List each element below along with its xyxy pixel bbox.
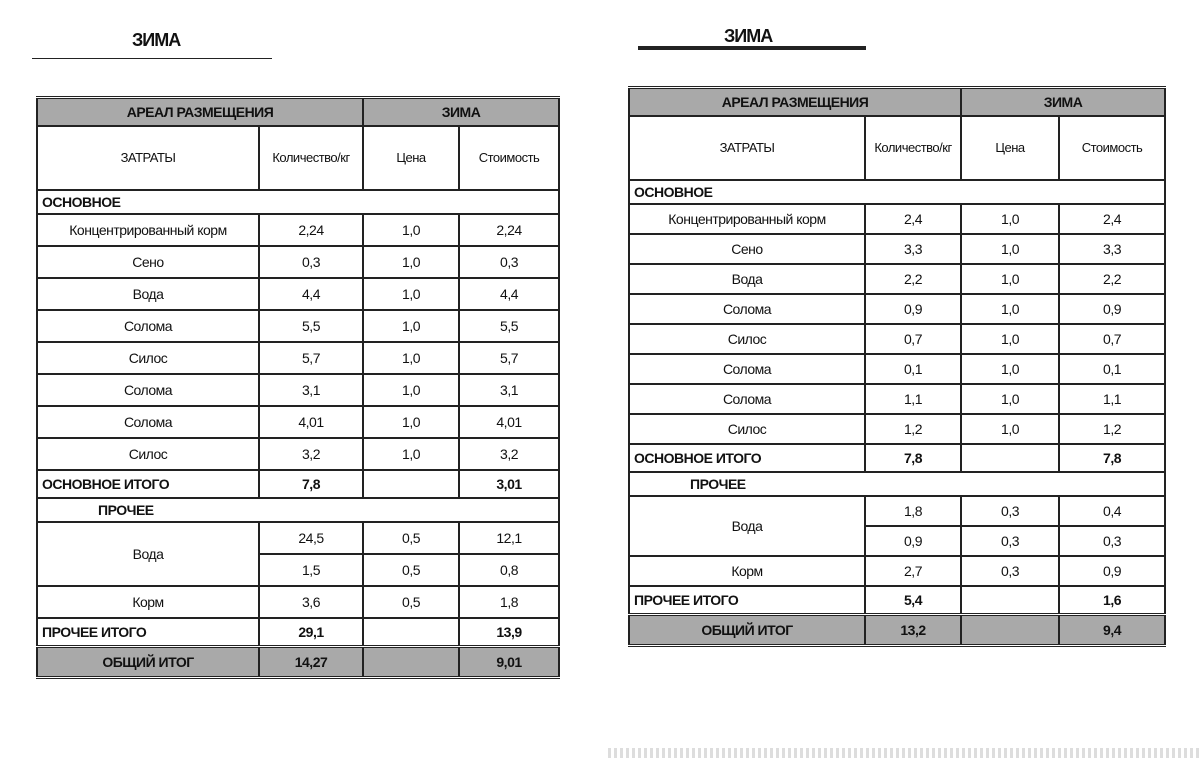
header-band [37,98,559,127]
row-name: Солома [629,354,865,384]
subtotal-row [629,444,1165,472]
subtotal-row [37,470,559,498]
row-b: 1,0 [961,264,1059,294]
row-a: 1,8 [865,496,961,526]
row-a: 3,1 [259,374,363,406]
table-row [37,522,559,554]
row-name: Силос [37,342,259,374]
row-name: Корм [629,556,865,586]
right-title: ЗИМА [724,26,773,46]
row-name: Солома [37,310,259,342]
subtotal-a: 7,8 [865,444,961,472]
grand-total-row [629,615,1165,646]
row-name: Сено [37,246,259,278]
table-row [37,310,559,342]
band-section: АРЕАЛ РАЗМЕЩЕНИЯ [37,98,363,127]
row-b: 0,5 [363,522,459,554]
row-name: Вода [629,264,865,294]
row-name: Силос [37,438,259,470]
row-b: 1,0 [363,278,459,310]
row-name: Солома [629,384,865,414]
table-row [629,294,1165,324]
row-c: 0,8 [459,554,559,586]
subtotal-label: ОСНОВНОЕ ИТОГО [629,444,865,472]
row-c: 1,2 [1059,414,1165,444]
row-name: Вода [37,278,259,310]
grand-total-a: 14,27 [259,647,363,678]
left-title: ЗИМА [132,30,181,50]
subtotal-a: 7,8 [259,470,363,498]
row-a: 4,4 [259,278,363,310]
row-a: 0,1 [865,354,961,384]
bottom-edge-stripe [608,748,1200,758]
column-headers [629,116,1165,180]
table-row [629,324,1165,354]
col-b-header: Цена [961,116,1059,180]
grand-total-row [37,647,559,678]
col-name-header: ЗАТРАТЫ [37,126,259,190]
row-c: 3,3 [1059,234,1165,264]
row-name: Сено [629,234,865,264]
subtotal-c: 13,9 [459,618,559,647]
row-b: 1,0 [363,438,459,470]
right-table [628,86,1166,647]
row-name: Силос [629,414,865,444]
row-a: 3,6 [259,586,363,618]
table-row [37,586,559,618]
row-a: 2,7 [865,556,961,586]
table-row [37,374,559,406]
grand-total-a: 13,2 [865,615,961,646]
table-row [629,354,1165,384]
col-c-header: Стоимость [1059,116,1165,180]
row-a: 0,3 [259,246,363,278]
section-heading: ОСНОВНОЕ [37,190,559,214]
row-b: 1,0 [363,342,459,374]
table-row [629,414,1165,444]
row-b: 1,0 [363,310,459,342]
table-row [629,496,1165,526]
row-name: Солома [629,294,865,324]
row-c: 1,1 [1059,384,1165,414]
row-c: 12,1 [459,522,559,554]
column-headers [37,126,559,190]
row-a: 4,01 [259,406,363,438]
row-c: 0,1 [1059,354,1165,384]
row-name: Вода [629,496,865,556]
header-band [629,88,1165,117]
row-c: 5,7 [459,342,559,374]
row-c: 0,3 [459,246,559,278]
grand-total-c: 9,4 [1059,615,1165,646]
row-b: 1,0 [363,406,459,438]
row-name: Солома [37,374,259,406]
col-name-header: ЗАТРАТЫ [629,116,865,180]
row-a: 1,1 [865,384,961,414]
table-row [629,556,1165,586]
subtotal-label: ПРОЧЕЕ ИТОГО [37,618,259,647]
row-a: 0,9 [865,294,961,324]
row-a: 3,2 [259,438,363,470]
table-row [37,438,559,470]
row-b: 1,0 [363,214,459,246]
subtotal-c: 7,8 [1059,444,1165,472]
row-c: 0,9 [1059,556,1165,586]
table-row [629,384,1165,414]
subtotal-a: 29,1 [259,618,363,647]
row-b: 0,5 [363,586,459,618]
row-a: 0,7 [865,324,961,354]
grand-total-c: 9,01 [459,647,559,678]
row-a: 1,5 [259,554,363,586]
subtotal-label: ОСНОВНОЕ ИТОГО [37,470,259,498]
left-table [36,96,560,679]
col-c-header: Стоимость [459,126,559,190]
row-b: 1,0 [961,354,1059,384]
row-c: 3,2 [459,438,559,470]
grand-total-label: ОБЩИЙ ИТОГ [37,647,259,678]
row-c: 2,2 [1059,264,1165,294]
row-name: Вода [37,522,259,586]
row-b: 1,0 [961,234,1059,264]
section-heading: ПРОЧЕЕ [37,498,559,522]
row-a: 2,24 [259,214,363,246]
col-a-header: Количество/кг [259,126,363,190]
subtotal-row [629,586,1165,615]
row-name: Солома [37,406,259,438]
table-row [629,234,1165,264]
left-title-rule [32,58,272,59]
row-a: 3,3 [865,234,961,264]
table-row [37,278,559,310]
row-b: 1,0 [961,294,1059,324]
row-b: 0,3 [961,526,1059,556]
subtotal-c: 1,6 [1059,586,1165,615]
band-season: ЗИМА [961,88,1165,117]
row-c: 0,9 [1059,294,1165,324]
row-a: 1,2 [865,414,961,444]
table-row [629,264,1165,294]
row-name: Корм [37,586,259,618]
subtotal-label: ПРОЧЕЕ ИТОГО [629,586,865,615]
row-c: 3,1 [459,374,559,406]
row-b: 1,0 [961,324,1059,354]
band-section: АРЕАЛ РАЗМЕЩЕНИЯ [629,88,961,117]
grand-total-label: ОБЩИЙ ИТОГ [629,615,865,646]
row-a: 0,9 [865,526,961,556]
row-name: Силос [629,324,865,354]
row-c: 4,01 [459,406,559,438]
row-b: 1,0 [961,384,1059,414]
row-c: 4,4 [459,278,559,310]
subtotal-row [37,618,559,647]
row-c: 5,5 [459,310,559,342]
band-season: ЗИМА [363,98,559,127]
table-row [37,406,559,438]
subtotal-c: 3,01 [459,470,559,498]
col-b-header: Цена [363,126,459,190]
row-a: 2,4 [865,204,961,234]
row-c: 2,24 [459,214,559,246]
row-b: 0,3 [961,496,1059,526]
section-heading: ПРОЧЕЕ [629,472,1165,496]
row-c: 1,8 [459,586,559,618]
row-c: 0,4 [1059,496,1165,526]
row-b: 1,0 [363,374,459,406]
row-c: 0,3 [1059,526,1165,556]
row-a: 5,5 [259,310,363,342]
row-c: 0,7 [1059,324,1165,354]
row-b: 1,0 [961,204,1059,234]
row-a: 24,5 [259,522,363,554]
table-row [629,204,1165,234]
subtotal-a: 5,4 [865,586,961,615]
row-b: 1,0 [363,246,459,278]
row-a: 2,2 [865,264,961,294]
row-a: 5,7 [259,342,363,374]
row-c: 2,4 [1059,204,1165,234]
row-b: 1,0 [961,414,1059,444]
right-title-rule [638,46,866,50]
row-name: Концентрированный корм [629,204,865,234]
row-b: 0,5 [363,554,459,586]
table-row [37,214,559,246]
section-heading: ОСНОВНОЕ [629,180,1165,204]
row-name: Концентрированный корм [37,214,259,246]
col-a-header: Количество/кг [865,116,961,180]
row-b: 0,3 [961,556,1059,586]
table-row [37,342,559,374]
table-row [37,246,559,278]
